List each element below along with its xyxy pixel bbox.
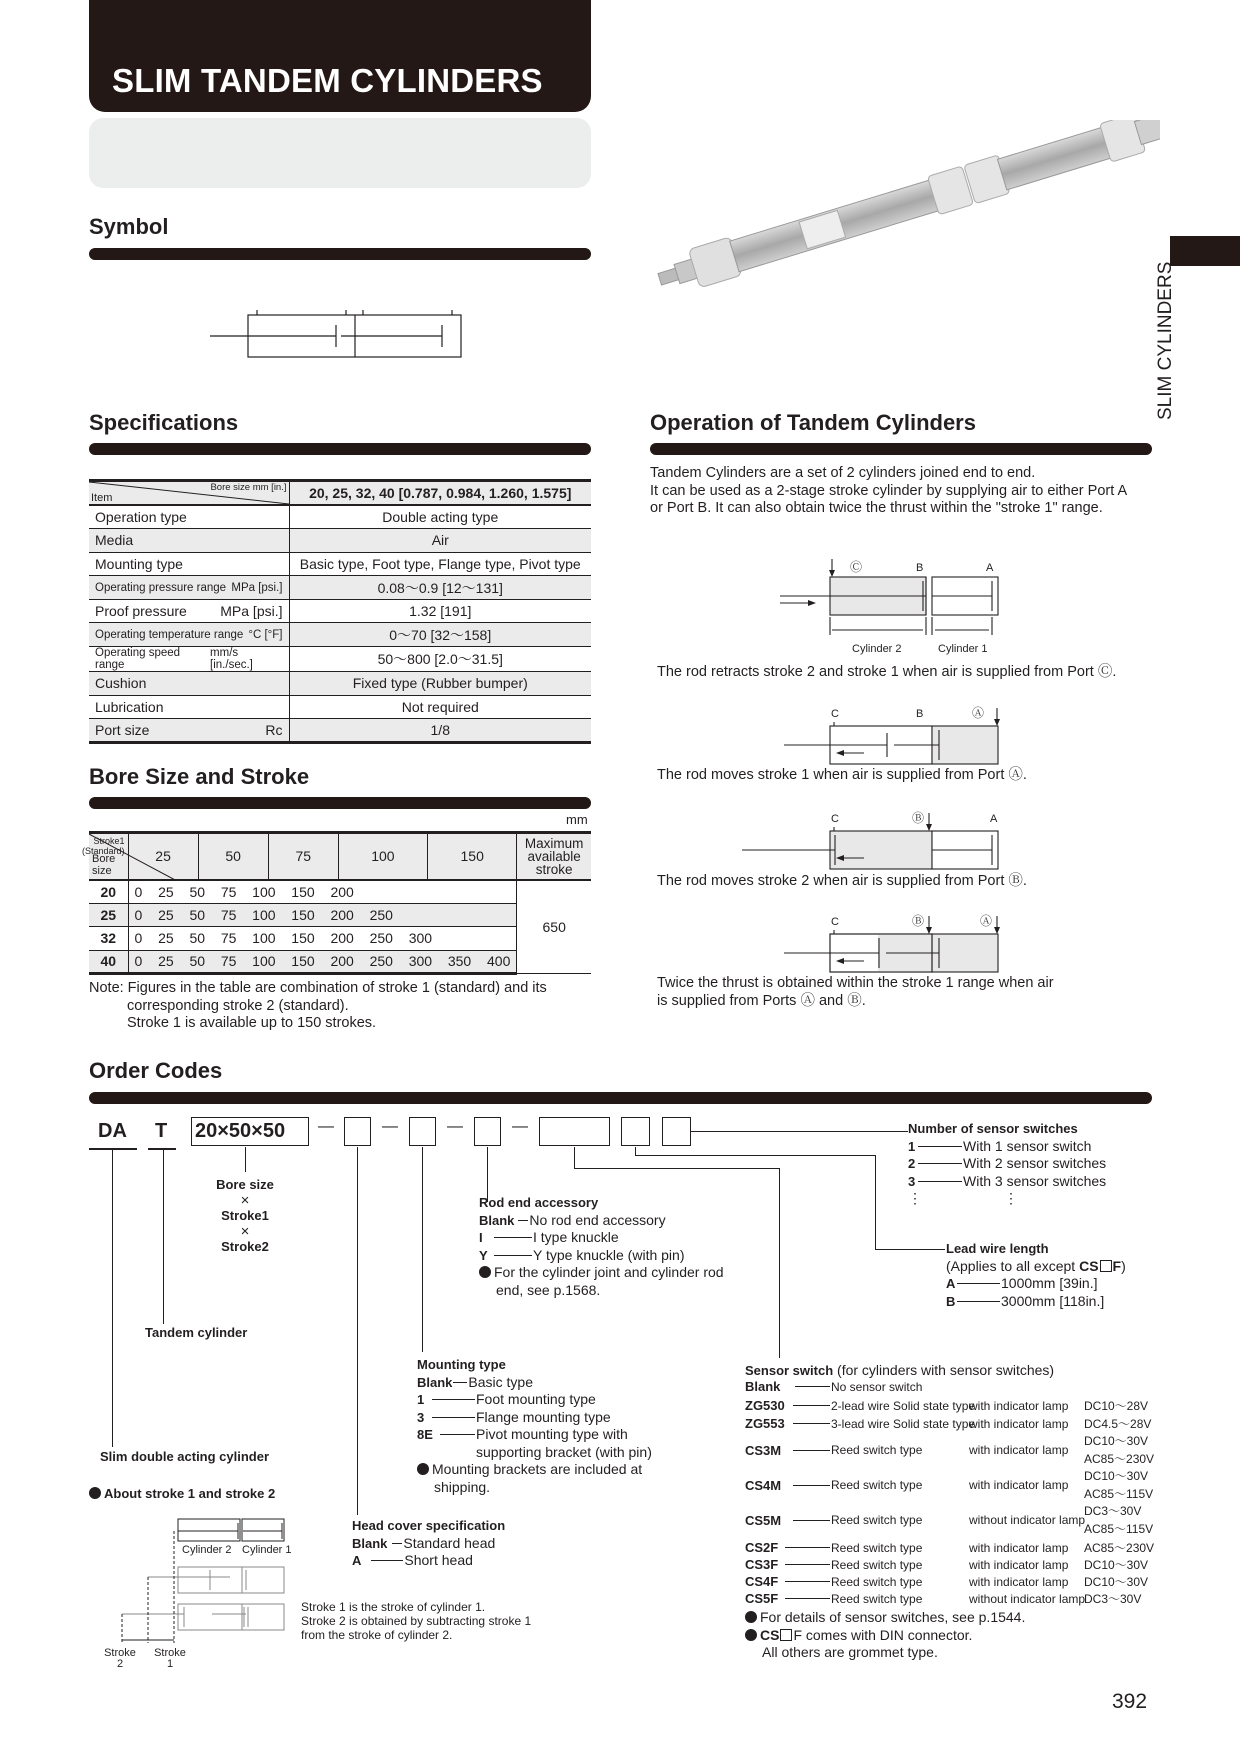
spec-row: Mounting type Basic type, Foot type, Flange type, Pivot type (89, 552, 591, 576)
product-photo-cylinder (640, 120, 1160, 300)
bore-row: 20 0 25 50 75 100 150 200 650 (89, 880, 591, 904)
sensor-switch-row: CS4F Reed switch type with indicator lamp DC10～30V (745, 1574, 1149, 1589)
spec-row: Operating pressure range MPa [psi.] 0.08～0.9 [12～131] (89, 576, 591, 600)
symbol-heading: Symbol (89, 214, 169, 239)
bullet-icon (745, 1611, 757, 1623)
option-row: A 1000mm [39in.] (946, 1275, 1098, 1291)
section-tab-label: SLIM CYLINDERS (1155, 261, 1176, 420)
bore-size-label: Bore size × Stroke1 × Stroke2 (216, 1177, 274, 1254)
svg-text:Ⓑ: Ⓑ (912, 811, 925, 825)
operation-divider (650, 443, 1152, 455)
operation-heading: Operation of Tandem Cylinders (650, 410, 976, 435)
sensor-switch-notes: For details of sensor switches, see p.1544. CS F comes with DIN connector. All others are grommet type. (745, 1609, 1025, 1662)
spec-row: Operating temperature range °C [°F] 0～70 [32～158] (89, 623, 591, 647)
option-row: 2 With 2 sensor switches (908, 1155, 1107, 1171)
sensor-switch-row: CS5F Reed switch type without indicator lamp DC3～30V (745, 1591, 1142, 1606)
bore-stroke-divider (89, 797, 591, 809)
option-row: A Short head (352, 1552, 473, 1568)
bullet-icon (417, 1463, 429, 1475)
option-row: 8E Pivot mounting type with (417, 1426, 628, 1442)
spec-header-row (89, 481, 591, 506)
sensor-switch-row: CS5M Reed switch type without indicator lamp DC3～30V AC85～115V (745, 1504, 1154, 1536)
page-number: 392 (1112, 1690, 1148, 1713)
stroke1-col: 150 (428, 833, 517, 880)
svg-text:Cylinder 2: Cylinder 2 (852, 643, 902, 655)
max-stroke-header: Maximum available stroke (517, 833, 591, 880)
option-row: I I type knuckle (479, 1229, 619, 1245)
option-row: Blank No rod end accessory (479, 1211, 666, 1228)
specifications-divider (89, 443, 591, 455)
bullet-icon (89, 1487, 101, 1499)
order-codes-divider (89, 1092, 1152, 1104)
spec-row: Operation type Double acting type (89, 505, 591, 529)
code-rod-end-box (474, 1117, 501, 1146)
stroke1-col: 100 (338, 833, 427, 880)
code-sensor-switch-box (539, 1117, 610, 1146)
bullet-icon (479, 1266, 491, 1278)
bore-header-row: Stroke1 (Standard) Bore size 25 50 75 100 150 Maximum available stroke (89, 833, 591, 880)
operation-diagram-port-a (740, 700, 1010, 766)
svg-text:Ⓐ: Ⓐ (972, 706, 985, 720)
code-da: DA (98, 1120, 127, 1142)
specifications-heading: Specifications (89, 410, 239, 435)
stroke1-col: 50 (198, 833, 268, 880)
sensor-switch-row: CS3M Reed switch type with indicator lamp DC10～30V AC85～230V (745, 1434, 1155, 1466)
svg-text:B: B (916, 708, 924, 720)
svg-text:A: A (990, 813, 998, 825)
sensor-switch-title: Sensor switch (for cylinders with sensor switches) (745, 1362, 1055, 1378)
page-title-banner (89, 0, 591, 112)
operation-diagram-port-c (780, 555, 1010, 660)
sensor-switch-row: Blank No sensor switch (745, 1379, 923, 1394)
stroke-explanation-diagram (100, 1515, 300, 1650)
spec-row: Cushion Fixed type (Rubber bumper) (89, 672, 591, 696)
bore-row: 25 0 25 50 75 100 150 200 250 (89, 903, 591, 927)
stroke1-label: Stroke 1 (154, 1647, 186, 1670)
lead-wire-options: Lead wire length (Applies to all except CS F) A 1000mm [39in.] B 3000mm [118in.] (946, 1241, 1126, 1309)
svg-text:A: A (986, 562, 994, 574)
section-tab-marker (1170, 236, 1240, 266)
stroke2-label: Stroke 2 (104, 1647, 136, 1670)
operation-caption-4: Twice the thrust is obtained within the stroke 1 range when air is supplied from Ports Ⓐ and Ⓑ. (657, 975, 1054, 1009)
spec-row: Operating speed range mm/s [in./sec.] 50～800 [2.0～31.5] (89, 647, 591, 672)
svg-text:B: B (916, 562, 924, 574)
tandem-cylinder-label: Tandem cylinder (145, 1325, 248, 1340)
svg-text:Ⓒ: Ⓒ (850, 560, 863, 574)
subtitle-panel (89, 118, 591, 188)
code-sensor-count-box (662, 1117, 691, 1146)
option-row: Blank Basic type (417, 1373, 533, 1390)
spec-header-item: Item (91, 492, 113, 504)
sensor-switch-row: ZG553 3-lead wire Solid state type with indicator lamp DC4.5～28V (745, 1416, 1152, 1431)
spec-header-value: 20, 25, 32, 40 [0.787, 0.984, 1.260, 1.575] (289, 481, 591, 506)
svg-text:C: C (831, 708, 839, 720)
stroke1-col: 75 (268, 833, 338, 880)
spec-row: Media Air (89, 529, 591, 553)
operation-caption-2: The rod moves stroke 1 when air is supplied from Port Ⓐ. (657, 767, 1027, 783)
sensor-count-options: Number of sensor switches 1 With 1 sensor switch 2 With 2 sensor switches 3 With 3 sensor switches ⋮ ⋮ (908, 1121, 1107, 1206)
bullet-icon (745, 1629, 757, 1641)
spec-row: Port size Rc 1/8 (89, 719, 591, 743)
bore-stroke-unit: mm (566, 812, 588, 827)
operation-caption-1: The rod retracts stroke 2 and stroke 1 when air is supplied from Port Ⓒ. (657, 664, 1117, 680)
placeholder-square-icon (780, 1629, 792, 1641)
stroke-explanation: Stroke 1 is the stroke of cylinder 1. Stroke 2 is obtained by subtracting stroke 1 from the stroke of cylinder 2. (301, 1600, 532, 1642)
rod-end-options: Rod end accessory Blank No rod end accessory I I type knuckle Y Y type knuckle (with pin) For the cylinder joint and cylinder rod end, see p.1568. (479, 1195, 724, 1298)
sensor-switch-row: CS4M Reed switch type with indicator lamp DC10～30V AC85～115V (745, 1469, 1154, 1501)
bore-row: 40 0 25 50 75 100 150 200 250 300 350 400 (89, 950, 591, 974)
svg-text:Ⓑ: Ⓑ (912, 914, 925, 928)
mounting-options: Mounting type Blank Basic type 1 Foot mounting type 3 Flange mounting type 8E Pivot mounting type with supporting bracket (with pin) Mounting brackets are included at shipping. (417, 1357, 652, 1495)
option-row: Blank Standard head (352, 1534, 496, 1551)
slim-cylinder-label: Slim double acting cylinder (100, 1449, 270, 1464)
sensor-switch-row: ZG530 2-lead wire Solid state type with indicator lamp DC10～28V (745, 1398, 1149, 1413)
code-t: T (155, 1120, 168, 1142)
option-row: 3 Flange mounting type (417, 1408, 611, 1425)
spec-row: Lubrication Not required (89, 695, 591, 719)
specifications-table (89, 479, 591, 744)
operation-caption-3: The rod moves stroke 2 when air is supplied from Port Ⓑ. (657, 873, 1027, 889)
max-stroke-value: 650 (517, 880, 591, 974)
option-row: 3 With 3 sensor switches (908, 1172, 1107, 1189)
bore-stroke-heading: Bore Size and Stroke (89, 764, 310, 789)
code-head-cover-box (344, 1117, 371, 1146)
head-cover-options: Head cover specification Blank Standard head A Short head (352, 1518, 506, 1568)
operation-intro: Tandem Cylinders are a set of 2 cylinders joined end to end. It can be used as a 2-stage stroke cylinder by supplying air to either Port A or Port B. It can also obtain twice the thrust within the "stroke 1" range. (650, 465, 1128, 516)
svg-text:C: C (831, 916, 839, 928)
svg-text:Cylinder 2: Cylinder 2 (182, 1544, 232, 1556)
symbol-divider (89, 248, 591, 260)
stroke1-col: 25 (128, 833, 198, 880)
svg-text:C: C (831, 813, 839, 825)
code-mounting-box (409, 1117, 436, 1146)
tandem-cylinder-symbol (210, 305, 470, 360)
svg-text:Ⓐ: Ⓐ (980, 914, 993, 928)
placeholder-square-icon (1100, 1260, 1112, 1272)
spec-row: Proof pressure MPa [psi.] 1.32 [191] (89, 599, 591, 623)
bore-stroke-note: Note: Figures in the table are combination of stroke 1 (standard) and its corresponding stroke 2 (standard). Stroke 1 is available up to 150 strokes. (89, 980, 547, 1031)
option-row: 1 With 1 sensor switch (908, 1137, 1092, 1154)
svg-text:Cylinder 1: Cylinder 1 (242, 1544, 292, 1556)
option-row: B 3000mm [118in.] (946, 1292, 1105, 1309)
operation-diagram-port-b (700, 805, 1010, 871)
sensor-switch-row: CS3F Reed switch type with indicator lamp DC10～30V (745, 1557, 1149, 1572)
sensor-switch-row: CS2F Reed switch type with indicator lamp AC85～230V (745, 1540, 1155, 1555)
page-title: SLIM TANDEM CYLINDERS (112, 62, 543, 99)
bore-stroke-table (82, 831, 591, 975)
about-stroke-heading: About stroke 1 and stroke 2 (89, 1486, 275, 1501)
code-lead-wire-box (621, 1117, 650, 1146)
bore-row: 32 0 25 50 75 100 150 200 250 300 (89, 927, 591, 951)
operation-diagram-port-ab (740, 908, 1010, 974)
option-row: 1 Foot mounting type (417, 1391, 596, 1407)
code-bore-stroke-box: 20×50×50 (191, 1117, 309, 1146)
order-codes-heading: Order Codes (89, 1058, 223, 1083)
svg-text:Cylinder 1: Cylinder 1 (938, 643, 988, 655)
option-row: Y Y type knuckle (with pin) (479, 1246, 685, 1263)
spec-header-bore: Bore size mm [in.] (210, 482, 287, 493)
